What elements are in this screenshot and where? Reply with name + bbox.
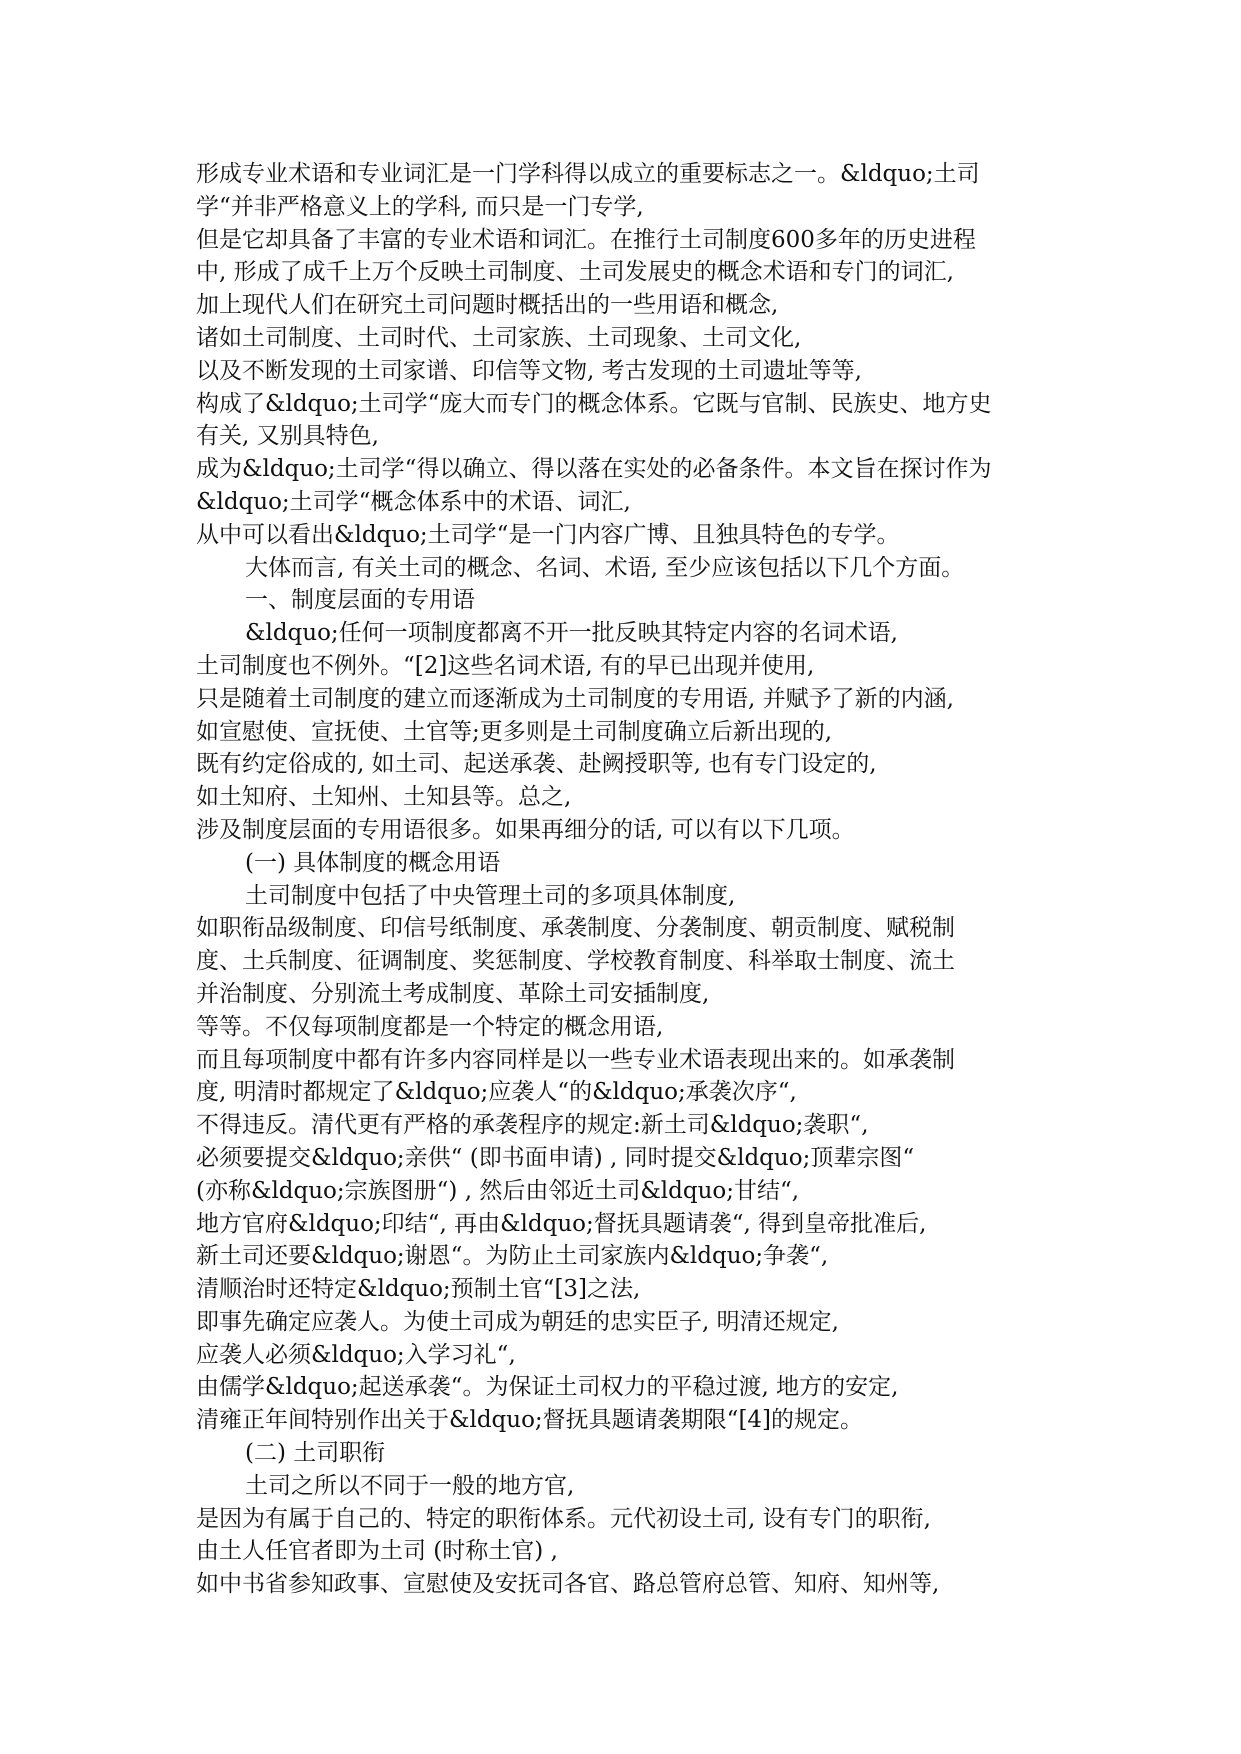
text-line: &ldquo;土司学“概念体系中的术语、词汇, xyxy=(196,488,631,515)
text-line: 但是它却具备了丰富的专业术语和词汇。在推行土司制度600多年的历史进程 xyxy=(196,226,976,253)
text-line: 不得违反。清代更有严格的承袭程序的规定:新土司&ldquo;袭职“, xyxy=(196,1112,869,1139)
text-line: 清雍正年间特别作出关于&ldquo;督抚具题请袭期限“[4]的规定。 xyxy=(196,1407,864,1434)
text-line: 学“并非严格意义上的学科, 而只是一门专学, xyxy=(196,193,644,220)
text-line: 土司制度也不例外。“[2]这些名词术语, 有的早已出现并使用, xyxy=(196,652,815,679)
text-line: 从中可以看出&ldquo;土司学“是一门内容广博、且独具特色的专学。 xyxy=(196,521,900,548)
text-line: 形成专业术语和专业词汇是一门学科得以成立的重要标志之一。&ldquo;土司 xyxy=(196,161,980,187)
paragraph-first-line: 大体而言, 有关土司的概念、名词、术语, 至少应该包括以下几个方面。 xyxy=(245,554,965,581)
text-line: 度, 明清时都规定了&ldquo;应袭人“的&ldquo;承袭次序“, xyxy=(196,1079,797,1106)
text-line: 涉及制度层面的专用语很多。如果再细分的话, 可以有以下几项。 xyxy=(196,816,855,843)
text-line: (亦称&ldquo;宗族图册“) , 然后由邻近土司&ldquo;甘结“, xyxy=(196,1177,800,1204)
paragraph-first-line: 一、制度层面的专用语 xyxy=(245,587,475,614)
paragraph-first-line: (二) 土司职衔 xyxy=(245,1440,386,1467)
text-line: 由土人任官者即为土司 (时称土官) , xyxy=(196,1538,558,1565)
text-line: 由儒学&ldquo;起送承袭“。为保证土司权力的平稳过渡, 地方的安定, xyxy=(196,1374,899,1401)
text-line: 只是随着土司制度的建立而逐渐成为土司制度的专用语, 并赋予了新的内涵, xyxy=(196,685,954,712)
text-line: 度、土兵制度、征调制度、奖惩制度、学校教育制度、科举取士制度、流土 xyxy=(196,948,955,975)
text-line: 应袭人必须&ldquo;入学习礼“, xyxy=(196,1341,516,1368)
text-line: 如职衔品级制度、印信号纸制度、承袭制度、分袭制度、朝贡制度、赋税制 xyxy=(196,915,955,942)
text-line: 必须要提交&ldquo;亲供“ (即书面申请) , 同时提交&ldquo;顶辈宗图“ xyxy=(196,1144,915,1171)
text-line: 是因为有属于自己的、特定的职衔体系。元代初设土司, 设有专门的职衔, xyxy=(196,1505,931,1532)
text-line: 加上现代人们在研究土司问题时概括出的一些用语和概念, xyxy=(196,292,779,319)
text-line: 中, 形成了成千上万个反映土司制度、土司发展史的概念术语和专门的词汇, xyxy=(196,259,954,286)
text-line: 如中书省参知政事、宣慰使及安抚司各官、路总管府总管、知府、知州等, xyxy=(196,1571,940,1598)
text-line: 如土知府、土知州、土知县等。总之, xyxy=(196,784,572,811)
text-line: 以及不断发现的土司家谱、印信等文物, 考古发现的土司遗址等等, xyxy=(196,357,862,384)
text-line: 地方官府&ldquo;印结“, 再由&ldquo;督抚具题请袭“, 得到皇帝批准后, xyxy=(196,1210,927,1237)
text-line: 有关, 又别具特色, xyxy=(196,423,379,450)
paragraph-first-line: (一) 具体制度的概念用语 xyxy=(245,849,501,876)
text-line: 而且每项制度中都有许多内容同样是以一些专业术语表现出来的。如承袭制 xyxy=(196,1046,955,1073)
text-line: 诸如土司制度、土司时代、土司家族、土司现象、土司文化, xyxy=(196,324,802,351)
text-line: 并治制度、分别流土考成制度、革除土司安插制度, xyxy=(196,980,710,1007)
paragraph-first-line: &ldquo;任何一项制度都离不开一批反映其特定内容的名词术语, xyxy=(245,620,898,647)
paragraph-first-line: 土司制度中包括了中央管理土司的多项具体制度, xyxy=(245,882,736,909)
text-line: 清顺治时还特定&ldquo;预制土官“[3]之法, xyxy=(196,1276,641,1303)
text-line: 既有约定俗成的, 如土司、起送承袭、赴阙授职等, 也有专门设定的, xyxy=(196,751,877,778)
paragraph-first-line: 土司之所以不同于一般的地方官, xyxy=(245,1472,575,1499)
text-line: 新土司还要&ldquo;谢恩“。为防止土司家族内&ldquo;争袭“, xyxy=(196,1243,829,1270)
text-line: 即事先确定应袭人。为使土司成为朝廷的忠实臣子, 明清还规定, xyxy=(196,1308,839,1335)
text-line: 等等。不仅每项制度都是一个特定的概念用语, xyxy=(196,1013,664,1040)
text-line: 成为&ldquo;土司学“得以确立、得以落在实处的必备条件。本文旨在探讨作为 xyxy=(196,456,992,483)
text-line: 如宣慰使、宣抚使、土官等;更多则是土司制度确立后新出现的, xyxy=(196,718,833,745)
body-text xyxy=(196,158,1076,1601)
text-line: 构成了&ldquo;土司学“庞大而专门的概念体系。它既与官制、民族史、地方史 xyxy=(196,390,992,417)
